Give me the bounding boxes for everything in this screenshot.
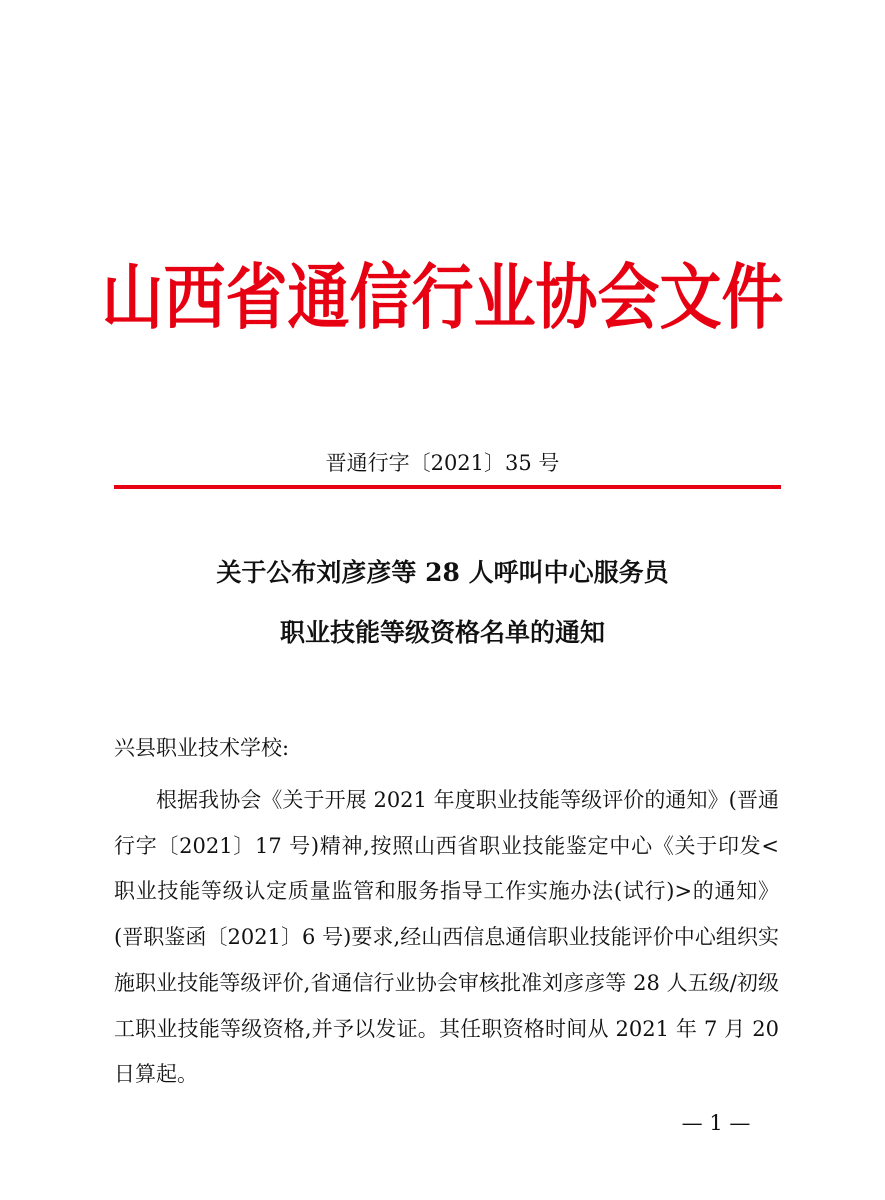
masthead-title: 山西省通信行业协会文件	[101, 255, 784, 340]
red-separator-line	[114, 485, 781, 489]
body-paragraph: 根据我协会《关于开展 2021 年度职业技能等级评价的通知》(晋通行字〔2021〕17 号)精神,按照山西省职业技能鉴定中心《关于印发<职业技能等级认定质量监管和服务指导工作实施办法(试行)>的通知》(晋职鉴函〔2021〕6 号)要求,经山西信息通信职业技能评价中心组织实施职业技能等级评价,省通信行业协会审核批准刘彦彦等 28 人五级/初级工职业技能等级资格,并予以发证。其任职资格时间从 2021 年 7 月 20 日算起。	[114, 788, 779, 1087]
notice-title-line-2: 职业技能等级资格名单的通知	[279, 618, 605, 647]
addressee: 兴县职业技术学校:	[114, 736, 290, 760]
page-number: — 1 —	[681, 1111, 751, 1135]
notice-title-line-1: 关于公布刘彦彦等 28 人呼叫中心服务员	[216, 558, 669, 587]
document-number: 晋通行字〔2021〕35 号	[325, 451, 560, 475]
